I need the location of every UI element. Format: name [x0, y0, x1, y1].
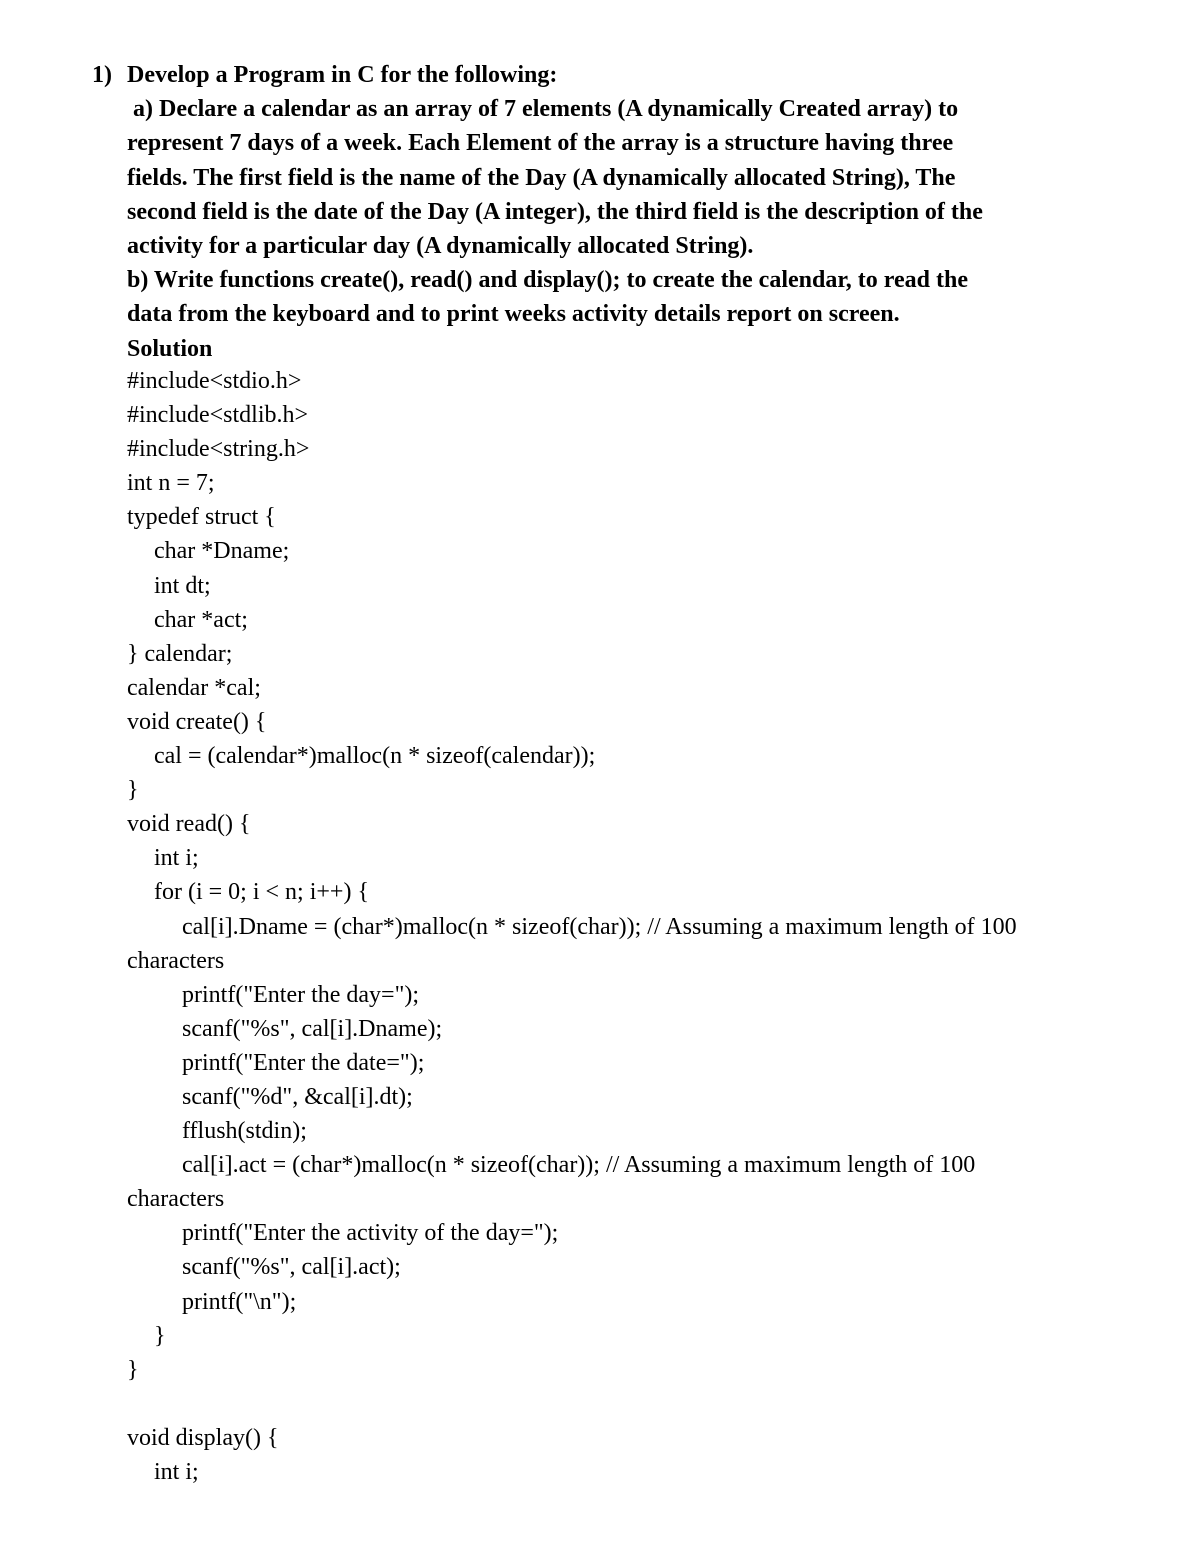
- question-text: [127, 58, 1127, 366]
- code-line-read-printf-date: printf("Enter the date=");: [182, 1049, 425, 1076]
- code-line-display-open: void display() {: [127, 1424, 279, 1451]
- code-line-read-for: for (i = 0; i < n; i++) {: [154, 879, 369, 906]
- code-line-read-for-close: }: [154, 1322, 166, 1349]
- code-line-read-scanf-act: scanf("%s", cal[i].act);: [182, 1254, 401, 1281]
- code-line-include-stdlib: #include<stdlib.h>: [127, 402, 309, 429]
- part-a-line: fields. The first field is the name of the Day (A dynamically allocated String), The: [127, 164, 956, 191]
- part-b-line: data from the keyboard and to print weeks activity details report on screen.: [127, 301, 900, 328]
- code-line-read-dname-wrap: characters: [127, 947, 225, 974]
- code-line-read-printf-activity: printf("Enter the activity of the day=");: [182, 1220, 559, 1247]
- code-line-read-printf-day: printf("Enter the day=");: [182, 981, 420, 1008]
- code-line-typedef-open: typedef struct {: [127, 504, 276, 531]
- code-line-read-fflush: fflush(stdin);: [182, 1118, 307, 1145]
- code-listing: [127, 364, 1167, 1489]
- part-b-line: b) Write functions create(), read() and display(); to create the calendar, to read the: [127, 267, 968, 294]
- part-a-line: activity for a particular day (A dynamically allocated String).: [127, 233, 754, 260]
- code-line-field-dt: int dt;: [154, 572, 211, 599]
- code-line-read-open: void read() {: [127, 811, 251, 838]
- code-line-create-open: void create() {: [127, 708, 267, 735]
- code-line-include-string: #include<string.h>: [127, 436, 310, 463]
- code-line-int-n: int n = 7;: [127, 470, 215, 497]
- code-line-read-scanf-date: scanf("%d", &cal[i].dt);: [182, 1083, 413, 1110]
- code-line-field-dname: char *Dname;: [154, 538, 290, 565]
- part-a-line: a) Declare a calendar as an array of 7 elements (A dynamically Created array) to: [127, 96, 959, 123]
- code-line-cal-ptr: calendar *cal;: [127, 674, 261, 701]
- code-blank-line: [127, 1387, 1167, 1421]
- part-a-line: represent 7 days of a week. Each Element of the array is a structure having three: [127, 130, 954, 157]
- code-line-read-act-malloc: cal[i].act = (char*)malloc(n * sizeof(char)); // Assuming a maximum length of 100: [182, 1152, 976, 1179]
- code-line-create-close: }: [127, 777, 139, 804]
- code-line-typedef-close: } calendar;: [127, 640, 233, 667]
- part-a-line: second field is the date of the Day (A integer), the third field is the description of the: [127, 198, 983, 225]
- code-line-read-act-wrap: characters: [127, 1186, 225, 1213]
- question-number: 1): [92, 62, 112, 88]
- code-line-create-malloc: cal = (calendar*)malloc(n * sizeof(calendar));: [154, 743, 596, 770]
- code-line-field-act: char *act;: [154, 606, 248, 633]
- solution-label: Solution: [127, 335, 213, 362]
- code-line-read-close: }: [127, 1356, 139, 1383]
- code-line-read-int-i: int i;: [154, 845, 199, 872]
- code-line-read-dname-malloc: cal[i].Dname = (char*)malloc(n * sizeof(char)); // Assuming a maximum length of 100: [182, 913, 1017, 940]
- code-line-display-int-i: int i;: [154, 1459, 199, 1485]
- question-heading: Develop a Program in C for the following:: [127, 62, 558, 88]
- code-line-read-printf-newline: printf("\n");: [182, 1288, 297, 1315]
- code-line-include-stdio: #include<stdio.h>: [127, 368, 302, 394]
- code-line-read-scanf-day: scanf("%s", cal[i].Dname);: [182, 1015, 443, 1042]
